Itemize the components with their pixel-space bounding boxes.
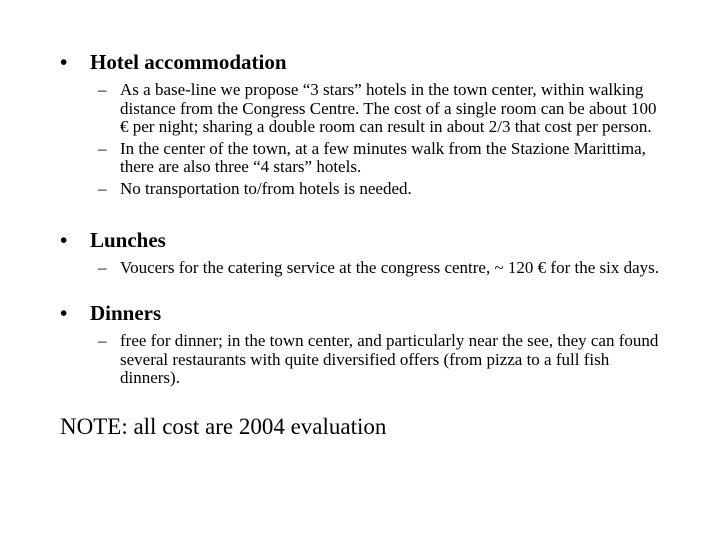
section-heading — [60, 301, 680, 325]
item-text: Voucers for the catering service at the congress centre, ~ 120 € for the six days. — [120, 258, 660, 277]
item-text: As a base-line we propose “3 stars” hotels in the town center, within walking distance from the Congress Centre. The cost of a single room can be about 100 € per night; sharing a double room can result in about 2/3 that cost per person. — [120, 80, 657, 136]
sub-item-list — [60, 81, 680, 198]
sub-item-list — [60, 332, 680, 388]
section-dinners — [60, 301, 680, 391]
heading-text: Dinners — [90, 301, 162, 325]
section-lunches — [60, 228, 680, 281]
dash-icon: – — [98, 80, 107, 99]
section-heading — [60, 228, 680, 252]
heading-text: Hotel accommodation — [90, 50, 287, 74]
section-heading — [60, 50, 680, 74]
item-text: free for dinner; in the town center, and particularly near the see, they can found several restaurants with quite diversified offers (from pizza to a full fish dinners). — [120, 331, 659, 387]
dash-icon: – — [98, 331, 107, 350]
item-text: No transportation to/from hotels is needed. — [120, 178, 412, 198]
list-item — [60, 140, 660, 177]
bullet-icon: • — [60, 228, 68, 252]
list-item — [60, 180, 660, 199]
heading-text: Lunches — [90, 228, 166, 252]
item-text: In the center of the town, at a few minutes walk from the Stazione Marittima, there are also three “4 stars” hotels. — [120, 138, 646, 176]
list-item — [60, 259, 660, 278]
sub-item-list — [60, 259, 680, 278]
dash-icon: – — [98, 258, 107, 277]
list-item — [60, 81, 660, 137]
note-text: NOTE: all cost are 2004 evaluation — [60, 414, 387, 439]
list-item — [60, 332, 660, 388]
dash-icon: – — [98, 138, 107, 158]
section-hotel-accommodation — [60, 50, 680, 201]
bullet-icon: • — [60, 50, 68, 74]
dash-icon: – — [98, 178, 107, 198]
bullet-icon: • — [60, 301, 68, 325]
